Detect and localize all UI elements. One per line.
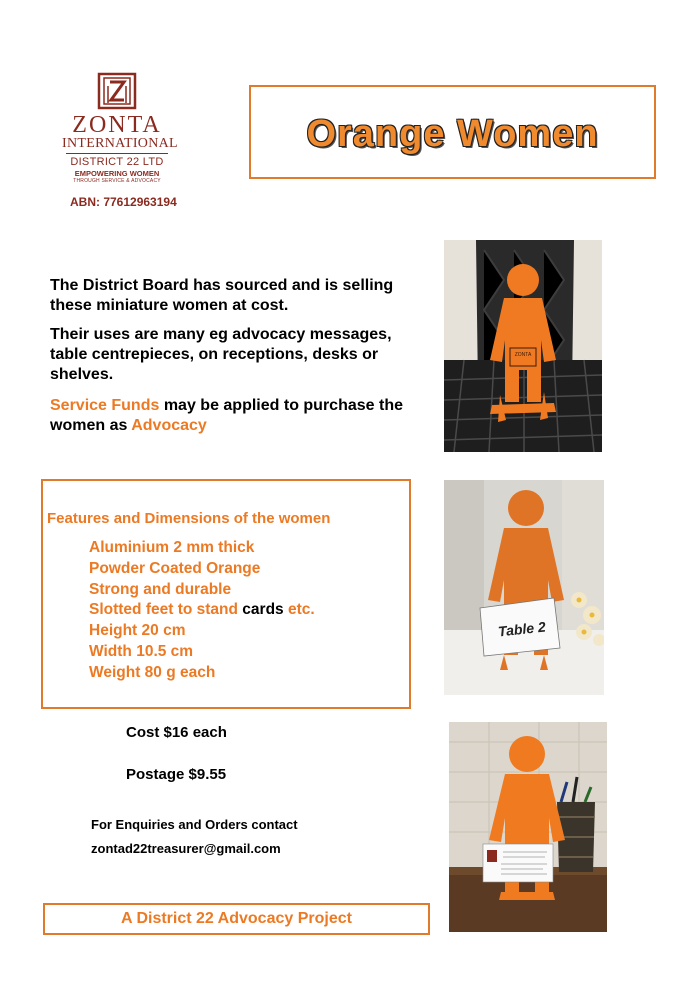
slotted-cards: cards (242, 601, 284, 619)
logo-district: DISTRICT 22 LTD (70, 156, 164, 168)
logo-tagline: EMPOWERING WOMEN (74, 169, 160, 178)
contact-email[interactable]: zontad22treasurer@gmail.com (91, 841, 281, 856)
cost-text: Cost $16 each (126, 724, 227, 741)
footer-text: A District 22 Advocacy Project (121, 910, 352, 927)
photo-orange-woman-table-card (444, 480, 604, 695)
enquiries-label: For Enquiries and Orders contact (91, 817, 298, 832)
feature-item: Weight 80 g each (89, 663, 216, 681)
photo1-badge-text: ZONTA (514, 352, 532, 358)
intro-paragraph-3-middle: may be applied to purchase the women as (50, 397, 403, 434)
feature-item: Aluminium 2 mm thick (89, 539, 255, 556)
slotted-prefix: Slotted feet to stand (89, 601, 243, 619)
service-funds-text: Service Funds (50, 397, 160, 414)
feature-item: Powder Coated Orange (89, 559, 261, 577)
slotted-suffix: etc. (283, 601, 315, 619)
footer-box (43, 903, 430, 935)
intro-paragraph-2: Their uses are many eg advocacy messages, table centrepieces, on receptions, desks or shelves. (50, 326, 392, 383)
logo-tagline-2: THROUGH SERVICE & ADVOCACY (73, 178, 161, 184)
logo-name: ZONTA (72, 112, 162, 138)
zonta-emblem-icon (97, 72, 137, 110)
abn-number: ABN: 77612963194 (70, 195, 177, 209)
feature-item: Height 20 cm (89, 622, 186, 640)
logo-divider (66, 153, 168, 154)
page-title: Orange Women (306, 113, 599, 155)
feature-item: Strong and durable (89, 580, 232, 598)
features-list (89, 538, 315, 684)
intro-paragraph-1: The District Board has sourced and is selling these miniature women at cost. (50, 277, 394, 314)
advocacy-text: Advocacy (131, 417, 207, 434)
intro-paragraph-3 (50, 396, 410, 436)
photo-orange-woman-1 (444, 240, 602, 452)
feature-item: Width 10.5 cm (89, 642, 194, 660)
photo-orange-woman-desk (449, 722, 607, 932)
photo2-card-text: Table 2 (497, 618, 547, 640)
postage-text: Postage $9.55 (126, 766, 227, 783)
features-title: Features and Dimensions of the women (47, 510, 331, 527)
feature-item-slotted (89, 600, 315, 621)
logo-international: INTERNATIONAL (62, 136, 178, 151)
title-box (249, 85, 656, 179)
